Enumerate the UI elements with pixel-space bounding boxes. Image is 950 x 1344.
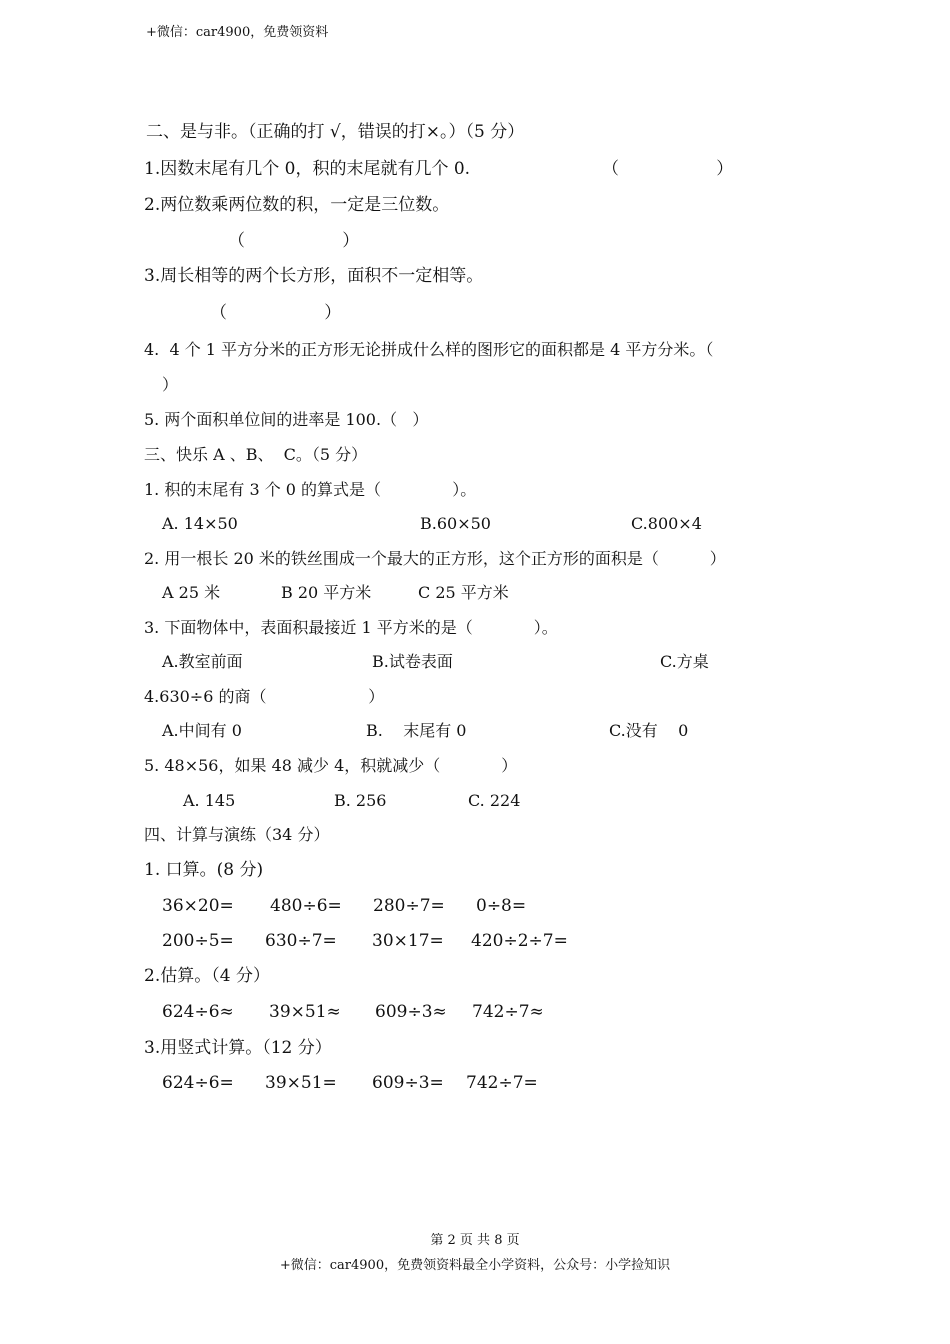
s3-q2-option-a[interactable]: A 25 米 bbox=[162, 583, 221, 602]
s3-q1-option-a[interactable]: A. 14×50 bbox=[162, 514, 238, 533]
s2-answer-paren-3[interactable]: （ ） bbox=[210, 303, 342, 323]
mental-calc-item: 200÷5= bbox=[162, 931, 234, 951]
s3-q3-option-a[interactable]: A.教室前面 bbox=[162, 652, 243, 671]
page-number: 第 2 页 共 8 页 bbox=[430, 1233, 520, 1248]
s2-question-1: 1.因数末尾有几个 0，积的末尾就有几个 0. bbox=[144, 159, 471, 179]
s2-answer-paren-2[interactable]: （ ） bbox=[228, 231, 360, 251]
vertical-calc-item: 742÷7= bbox=[466, 1073, 538, 1093]
header-note: +微信：car4900，免费领资料 bbox=[146, 25, 329, 40]
mental-calc-item: 0÷8= bbox=[476, 896, 527, 916]
section2-title: 二、是与非。（正确的打 √，错误的打×。）（5 分） bbox=[146, 122, 525, 142]
mental-calc-item: 280÷7= bbox=[373, 896, 445, 916]
section3-title: 三、快乐 A 、B、 C。（5 分） bbox=[144, 445, 368, 464]
s3-q5-option-b[interactable]: B. 256 bbox=[334, 791, 387, 810]
mental-calc-item: 30×17= bbox=[372, 931, 444, 951]
vertical-calc-item: 609÷3= bbox=[372, 1073, 444, 1093]
s3-q2-option-b[interactable]: B 20 平方米 bbox=[281, 583, 372, 602]
s2-question-2: 2.两位数乘两位数的积，一定是三位数。 bbox=[144, 195, 450, 215]
s3-question-1: 1. 积的末尾有 3 个 0 的算式是（ ）。 bbox=[144, 480, 477, 499]
s3-q3-option-b[interactable]: B.试卷表面 bbox=[372, 652, 453, 671]
s4-part2-title: 2.估算。（4 分） bbox=[144, 966, 270, 986]
s2-question-4: 4. 4 个 1 平方分米的正方形无论拼成什么样的图形它的面积都是 4 平方分米。（ bbox=[144, 340, 714, 359]
mental-calc-item: 480÷6= bbox=[270, 896, 342, 916]
footer-note: +微信：car4900，免费领资料最全小学资料，公众号：小学捡知识 bbox=[279, 1258, 671, 1273]
s4-part3-title: 3.用竖式计算。（12 分） bbox=[144, 1038, 332, 1058]
vertical-calc-item: 39×51= bbox=[265, 1073, 337, 1093]
mental-calc-item: 420÷2÷7= bbox=[471, 931, 568, 951]
s3-q4-option-c[interactable]: C.没有 0 bbox=[609, 721, 689, 740]
s3-q1-option-c[interactable]: C.800×4 bbox=[631, 514, 702, 533]
s3-q1-option-b[interactable]: B.60×50 bbox=[420, 514, 491, 533]
mental-calc-item: 630÷7= bbox=[265, 931, 337, 951]
s2-answer-paren-1[interactable]: （ ） bbox=[602, 159, 734, 179]
s4-part1-title: 1. 口算。(8 分) bbox=[144, 860, 264, 880]
estimate-item: 624÷6≈ bbox=[162, 1002, 234, 1022]
s3-question-5: 5. 48×56，如果 48 减少 4，积就减少（ ） bbox=[144, 756, 518, 775]
s3-q5-option-a[interactable]: A. 145 bbox=[183, 791, 236, 810]
s2-question-5: 5. 两个面积单位间的进率是 100.（ ） bbox=[144, 410, 429, 429]
s2-question-3: 3.周长相等的两个长方形，面积不一定相等。 bbox=[144, 266, 484, 286]
section4-title: 四、计算与演练（34 分） bbox=[144, 825, 330, 844]
mental-calc-item: 36×20= bbox=[162, 896, 234, 916]
s3-question-2: 2. 用一根长 20 米的铁丝围成一个最大的正方形，这个正方形的面积是（ ） bbox=[144, 549, 726, 568]
s3-q4-option-b[interactable]: B. 末尾有 0 bbox=[366, 721, 467, 740]
s3-q5-option-c[interactable]: C. 224 bbox=[468, 791, 521, 810]
s3-question-4: 4.630÷6 的商（ ） bbox=[144, 687, 385, 706]
s3-q4-option-a[interactable]: A.中间有 0 bbox=[162, 721, 242, 740]
vertical-calc-item: 624÷6= bbox=[162, 1073, 234, 1093]
s3-q2-option-c[interactable]: C 25 平方米 bbox=[418, 583, 509, 602]
s3-q3-option-c[interactable]: C.方桌 bbox=[660, 652, 709, 671]
estimate-item: 39×51≈ bbox=[269, 1002, 341, 1022]
s3-question-3: 3. 下面物体中，表面积最接近 1 平方米的是（ ）。 bbox=[144, 618, 558, 637]
estimate-item: 609÷3≈ bbox=[375, 1002, 447, 1022]
s2-question-4-cont[interactable]: ） bbox=[162, 375, 179, 394]
estimate-item: 742÷7≈ bbox=[472, 1002, 544, 1022]
